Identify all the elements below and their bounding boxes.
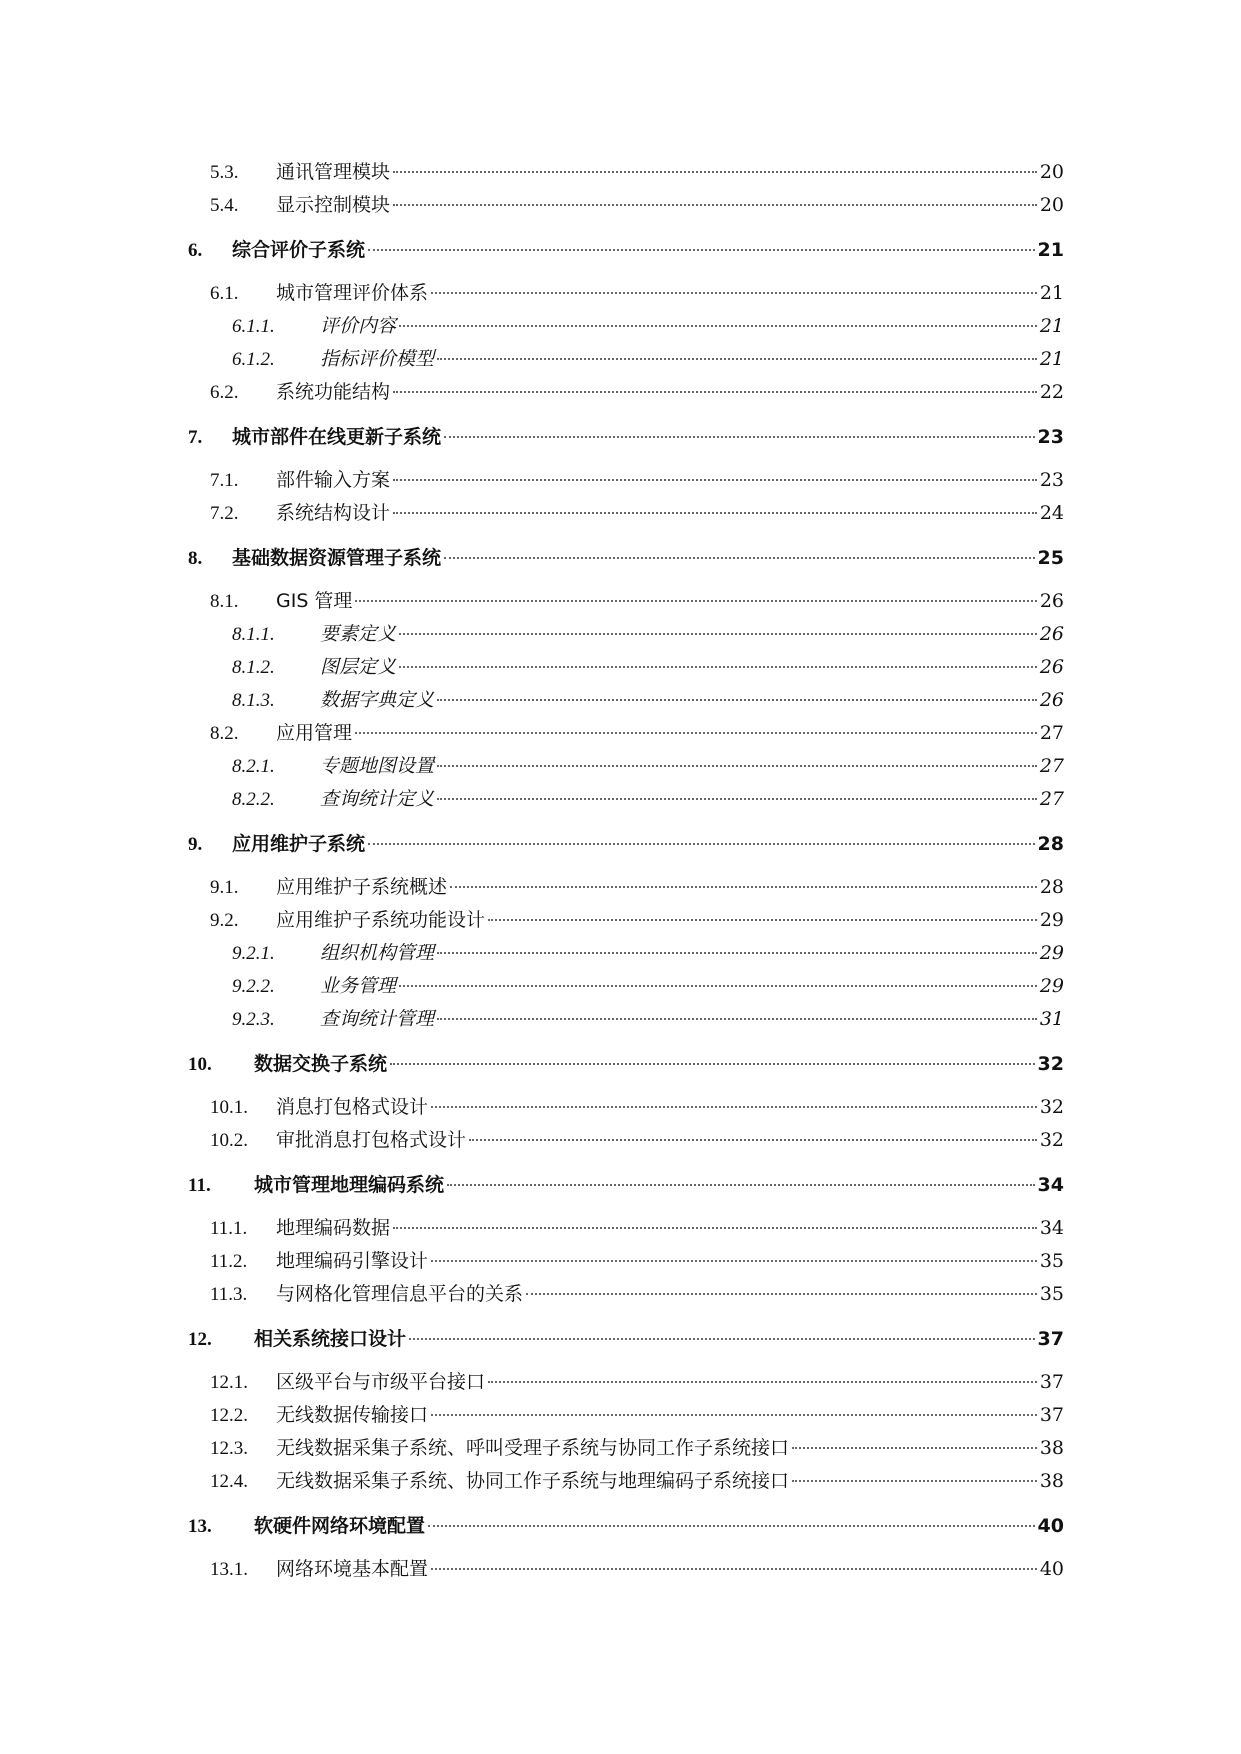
toc-entry-page-number: 27 [1039,755,1064,777]
toc-entry-number: 12.2. [210,1405,248,1426]
toc-entry-number: 10.1. [210,1097,248,1118]
dot-leader [437,358,1037,360]
dot-leader [792,1447,1037,1449]
dot-leader [355,600,1036,602]
toc-entry-page-number: 32 [1039,1129,1064,1151]
toc-entry-title: 相关系统接口设计 [254,1328,407,1350]
toc-entry-number: 12.1. [210,1372,248,1393]
dot-leader [399,325,1037,327]
toc-entry-page-number: 29 [1039,909,1064,931]
dot-leader [437,798,1037,800]
toc-entry-page-number: 23 [1037,426,1064,448]
dot-leader [355,732,1037,734]
toc-entry-page-number: 32 [1039,1096,1064,1118]
toc-entry-number: 10.2. [210,1130,248,1151]
toc-entry-page-number: 22 [1039,381,1064,403]
toc-section-entry[interactable] [188,1432,1064,1465]
toc-entry-page-number: 20 [1039,161,1064,183]
toc-entry-number: 9. [188,834,203,855]
toc-section-entry[interactable] [188,376,1064,409]
toc-entry-page-number: 28 [1037,833,1064,855]
toc-entry-title: GIS 管理 [276,590,353,612]
dot-leader [393,479,1037,481]
dot-leader [399,666,1037,668]
dot-leader [450,886,1037,888]
toc-subsection-entry[interactable] [188,618,1064,651]
toc-entry-page-number: 38 [1039,1470,1064,1492]
toc-entry-page-number: 34 [1039,1217,1064,1239]
toc-entry-number: 12. [188,1329,212,1350]
toc-entry-page-number: 24 [1039,502,1064,524]
toc-entry-title: 指标评价模型 [320,348,435,370]
toc-entry-page-number: 21 [1039,348,1064,370]
toc-entry-page-number: 27 [1039,788,1064,810]
toc-section-entry[interactable] [188,1245,1064,1278]
toc-entry-title: 系统结构设计 [276,502,391,524]
dot-leader [488,1381,1037,1383]
toc-entry-page-number: 20 [1039,194,1064,216]
toc-entry-page-number: 37 [1039,1404,1064,1426]
dot-leader [409,1338,1035,1340]
toc-entry-title: 城市部件在线更新子系统 [232,426,442,448]
dot-leader [393,512,1037,514]
toc-entry-page-number: 26 [1039,689,1064,711]
dot-leader [437,699,1037,701]
toc-entry-page-number: 21 [1037,239,1064,261]
toc-section-entry[interactable] [188,189,1064,222]
toc-entry-number: 9.2. [210,910,239,931]
toc-chapter-entry[interactable] [188,234,1064,267]
toc-entry-title: 要素定义 [320,623,397,645]
toc-chapter-entry[interactable] [188,1323,1064,1356]
toc-section-entry[interactable] [188,277,1064,310]
toc-subsection-entry[interactable] [188,937,1064,970]
toc-section-entry[interactable] [188,585,1064,618]
toc-entry-number: 6.2. [210,382,239,403]
toc-entry-page-number: 32 [1037,1053,1064,1075]
toc-entry-number: 11. [188,1175,211,1196]
toc-entry-title: 基础数据资源管理子系统 [232,547,442,569]
dot-leader [399,985,1037,987]
toc-entry-number: 9.2.2. [232,976,275,997]
dot-leader [431,1260,1037,1262]
toc-entry-page-number: 35 [1039,1250,1064,1272]
toc-section-entry[interactable] [188,717,1064,750]
toc-section-entry[interactable] [188,871,1064,904]
dot-leader [444,557,1035,559]
toc-entry-page-number: 26 [1039,590,1064,612]
toc-entry-title: 专题地图设置 [320,755,435,777]
toc-subsection-entry[interactable] [188,343,1064,376]
toc-chapter-entry[interactable] [188,1048,1064,1081]
toc-entry-title: 评价内容 [320,315,397,337]
toc-entry-number: 5.4. [210,195,239,216]
toc-entry-number: 9.2.3. [232,1009,275,1030]
dot-leader [526,1293,1037,1295]
dot-leader [447,1184,1035,1186]
toc-entry-number: 8.1.3. [232,690,275,711]
toc-entry-number: 12.4. [210,1471,248,1492]
toc-entry-title: 部件输入方案 [276,469,391,491]
toc-entry-page-number: 29 [1039,975,1064,997]
dot-leader [444,436,1035,438]
toc-entry-title: 业务管理 [320,975,397,997]
toc-entry-title: 软硬件网络环境配置 [254,1515,426,1537]
dot-leader [437,1018,1037,1020]
toc-entry-number: 12.3. [210,1438,248,1459]
dot-leader [428,1525,1035,1527]
toc-entry-title: 综合评价子系统 [232,239,366,261]
toc-entry-number: 9.1. [210,877,239,898]
toc-entry-page-number: 23 [1039,469,1064,491]
toc-entry-title: 查询统计管理 [320,1008,435,1030]
dot-leader [437,765,1037,767]
toc-subsection-entry[interactable] [188,1003,1064,1036]
dot-leader [431,292,1037,294]
toc-section-entry[interactable] [188,1091,1064,1124]
toc-entry-number: 8.2.2. [232,789,275,810]
toc-section-entry[interactable] [188,1124,1064,1157]
toc-entry-page-number: 40 [1037,1515,1064,1537]
dot-leader [368,249,1035,251]
toc-entry-number: 11.3. [210,1284,248,1305]
toc-entry-number: 6.1.2. [232,349,275,370]
toc-entry-number: 8.1.1. [232,624,275,645]
toc-entry-title: 应用维护子系统概述 [276,876,448,898]
toc-entry-title: 查询统计定义 [320,788,435,810]
toc-section-entry[interactable] [188,1553,1064,1586]
toc-entry-title: 数据字典定义 [320,689,435,711]
toc-entry-title: 通讯管理模块 [276,161,391,183]
toc-entry-title: 无线数据采集子系统、协同工作子系统与地理编码子系统接口 [276,1470,790,1492]
toc-subsection-entry[interactable] [188,651,1064,684]
toc-entry-number: 6.1. [210,283,239,304]
toc-entry-title: 无线数据采集子系统、呼叫受理子系统与协同工作子系统接口 [276,1437,790,1459]
toc-section-entry[interactable] [188,497,1064,530]
toc-entry-page-number: 35 [1039,1283,1064,1305]
toc-entry-title: 图层定义 [320,656,397,678]
dot-leader [393,171,1037,173]
toc-entry-title: 网络环境基本配置 [276,1558,429,1580]
toc-entry-number: 5.3. [210,162,239,183]
toc-entry-page-number: 25 [1037,547,1064,569]
toc-entry-title: 审批消息打包格式设计 [276,1129,467,1151]
toc-subsection-entry[interactable] [188,310,1064,343]
toc-entry-title: 城市管理评价体系 [276,282,429,304]
toc-entry-page-number: 38 [1039,1437,1064,1459]
dot-leader [469,1139,1037,1141]
dot-leader [437,952,1037,954]
toc-chapter-entry[interactable] [188,542,1064,575]
toc-section-entry[interactable] [188,1465,1064,1498]
toc-entry-number: 8. [188,548,203,569]
toc-entry-number: 6. [188,240,203,261]
dot-leader [393,204,1037,206]
toc-entry-title: 区级平台与市级平台接口 [276,1371,486,1393]
toc-entry-title: 与网格化管理信息平台的关系 [276,1283,524,1305]
toc-section-entry[interactable] [188,156,1064,189]
toc-entry-page-number: 34 [1037,1174,1064,1196]
toc-section-entry[interactable] [188,904,1064,937]
toc-section-entry[interactable] [188,1212,1064,1245]
toc-subsection-entry[interactable] [188,970,1064,1003]
toc-section-entry[interactable] [188,464,1064,497]
toc-subsection-entry[interactable] [188,750,1064,783]
toc-entry-page-number: 37 [1037,1328,1064,1350]
table-of-contents [188,156,1064,1586]
toc-entry-page-number: 37 [1039,1371,1064,1393]
toc-subsection-entry[interactable] [188,684,1064,717]
toc-entry-number: 13.1. [210,1559,248,1580]
toc-chapter-entry[interactable] [188,1169,1064,1202]
toc-entry-page-number: 31 [1039,1008,1064,1030]
toc-entry-title: 消息打包格式设计 [276,1096,429,1118]
dot-leader [390,1063,1035,1065]
toc-entry-title: 应用管理 [276,722,353,744]
toc-chapter-entry[interactable] [188,421,1064,454]
toc-section-entry[interactable] [188,1366,1064,1399]
toc-entry-title: 地理编码引擎设计 [276,1250,429,1272]
toc-chapter-entry[interactable] [188,828,1064,861]
toc-entry-number: 8.1.2. [232,657,275,678]
toc-entry-number: 8.2.1. [232,756,275,777]
toc-chapter-entry[interactable] [188,1510,1064,1543]
toc-entry-title: 数据交换子系统 [254,1053,388,1075]
toc-entry-number: 7.1. [210,470,239,491]
toc-entry-number: 9.2.1. [232,943,275,964]
toc-entry-number: 11.2. [210,1251,248,1272]
dot-leader [393,1227,1037,1229]
toc-entry-title: 无线数据传输接口 [276,1404,429,1426]
toc-entry-number: 6.1.1. [232,316,275,337]
toc-entry-title: 应用维护子系统功能设计 [276,909,486,931]
toc-entry-number: 10. [188,1054,212,1075]
toc-entry-page-number: 21 [1039,282,1064,304]
toc-entry-page-number: 40 [1039,1558,1064,1580]
toc-entry-title: 系统功能结构 [276,381,391,403]
dot-leader [393,391,1037,393]
toc-entry-page-number: 29 [1039,942,1064,964]
toc-entry-page-number: 21 [1039,315,1064,337]
dot-leader [431,1568,1037,1570]
toc-entry-page-number: 27 [1039,722,1064,744]
toc-entry-number: 8.1. [210,591,239,612]
toc-entry-title: 城市管理地理编码系统 [254,1174,445,1196]
dot-leader [368,843,1035,845]
toc-subsection-entry[interactable] [188,783,1064,816]
toc-entry-number: 7. [188,427,203,448]
dot-leader [431,1106,1037,1108]
toc-entry-page-number: 28 [1039,876,1064,898]
dot-leader [399,633,1037,635]
dot-leader [792,1480,1037,1482]
toc-entry-title: 显示控制模块 [276,194,391,216]
toc-entry-number: 8.2. [210,723,239,744]
dot-leader [488,919,1037,921]
toc-entry-page-number: 26 [1039,623,1064,645]
toc-entry-page-number: 26 [1039,656,1064,678]
toc-entry-number: 13. [188,1516,212,1537]
toc-entry-number: 7.2. [210,503,239,524]
toc-entry-number: 11.1. [210,1218,248,1239]
toc-section-entry[interactable] [188,1278,1064,1311]
toc-entry-title: 应用维护子系统 [232,833,366,855]
toc-entry-title: 地理编码数据 [276,1217,391,1239]
toc-entry-title: 组织机构管理 [320,942,435,964]
dot-leader [431,1414,1037,1416]
toc-section-entry[interactable] [188,1399,1064,1432]
